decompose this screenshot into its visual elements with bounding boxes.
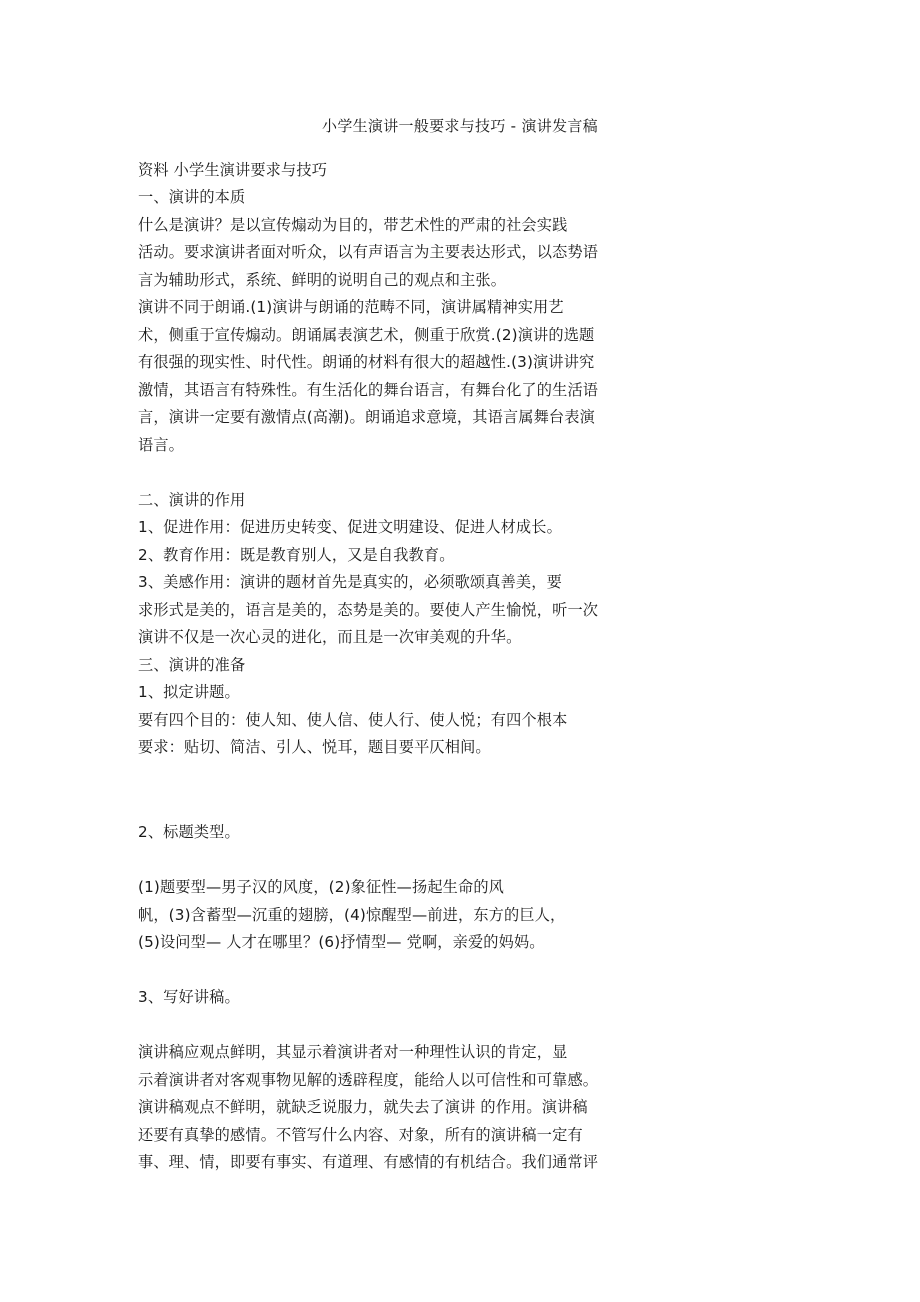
text-line: 语言。 xyxy=(138,436,185,454)
text-line: 有很强的现实性、时代性。朗诵的材料有很大的超越性.(3)演讲讲究 xyxy=(138,353,595,371)
text-line: 示着演讲者对客观事物见解的透辟程度，能给人以可信性和可靠感。 xyxy=(138,1071,599,1089)
list-item: 1、拟定讲题。 xyxy=(138,683,240,701)
list-item: 3、美感作用：演讲的题材首先是真实的，必须歌颂真善美，要 xyxy=(138,573,562,591)
text-line: 术，侧重于宣传煽动。朗诵属表演艺术，侧重于欣赏.(2)演讲的选题 xyxy=(138,326,595,344)
section-heading: 三、演讲的准备 xyxy=(138,656,246,674)
text-line: 言，演讲一定要有激情点(高潮)。朗诵追求意境，其语言属舞台表演 xyxy=(138,408,595,426)
text-line: 要有四个目的：使人知、使人信、使人行、使人悦；有四个根本 xyxy=(138,711,568,729)
text-line: 激情，其语言有特殊性。有生活化的舞台语言，有舞台化了的生活语 xyxy=(138,381,599,399)
text-line: 要求：贴切、简洁、引人、悦耳，题目要平仄相间。 xyxy=(138,738,491,756)
text-line: 求形式是美的，语言是美的，态势是美的。要使人产生愉悦，听一次 xyxy=(138,601,599,619)
text-line: 演讲不同于朗诵.(1)演讲与朗诵的范畴不同，演讲属精神实用艺 xyxy=(138,298,564,316)
text-line: 活动。要求演讲者面对听众，以有声语言为主要表达形式，以态势语 xyxy=(138,243,599,261)
text-line: 帆，(3)含蓄型—沉重的翅膀，(4)惊醒型—前进，东方的巨人， xyxy=(138,906,566,924)
text-line: 什么是演讲？是以宣传煽动为目的，带艺术性的严肃的社会实践 xyxy=(138,216,568,234)
text-line: 言为辅助形式，系统、鲜明的说明自己的观点和主张。 xyxy=(138,271,507,289)
text-line: 演讲稿应观点鲜明，其显示着演讲者对一种理性认识的肯定，显 xyxy=(138,1043,568,1061)
text-line: 还要有真挚的感情。不管写什么内容、对象，所有的演讲稿一定有 xyxy=(138,1126,583,1144)
list-item: 2、教育作用：既是教育别人，又是自我教育。 xyxy=(138,546,455,564)
document-title: 小学生演讲一般要求与技巧 - 演讲发言稿 xyxy=(322,117,598,135)
text-line: 资料 小学生演讲要求与技巧 xyxy=(138,161,328,179)
text-line: 演讲稿观点不鲜明，就缺乏说服力，就失去了演讲 的作用。演讲稿 xyxy=(138,1098,588,1116)
text-line: 演讲不仅是一次心灵的进化，而且是一次审美观的升华。 xyxy=(138,628,522,646)
section-heading: 一、演讲的本质 xyxy=(138,188,246,206)
section-heading: 二、演讲的作用 xyxy=(138,491,246,509)
list-item: 3、写好讲稿。 xyxy=(138,988,240,1006)
list-item: 1、促进作用：促进历史转变、促进文明建设、促进人材成长。 xyxy=(138,518,562,536)
text-line: 事、理、情，即要有事实、有道理、有感情的有机结合。我们通常评 xyxy=(138,1153,599,1171)
list-item: 2、标题类型。 xyxy=(138,823,240,841)
text-line: (1)题要型—男子汉的风度，(2)象征性—扬起生命的风 xyxy=(138,878,505,896)
text-line: (5)设问型— 人才在哪里？(6)抒情型— 党啊，亲爱的妈妈。 xyxy=(138,933,545,951)
